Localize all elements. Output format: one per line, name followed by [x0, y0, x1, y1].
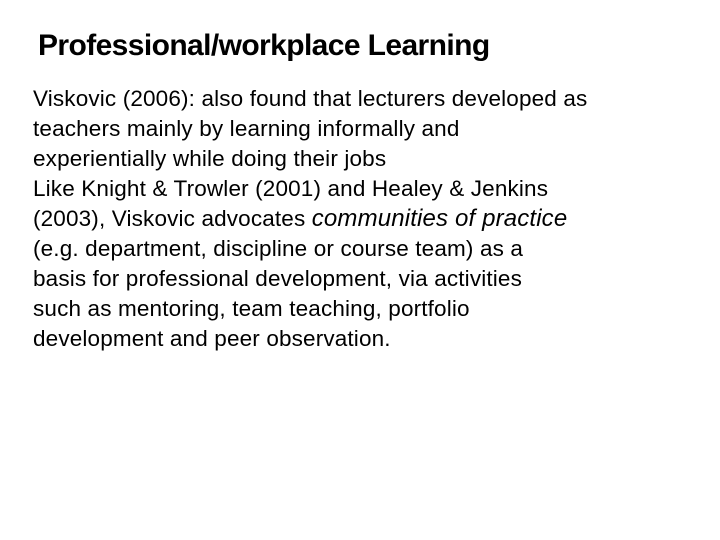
text-line: (e.g. department, discipline or course team) as a [33, 236, 524, 261]
text-line: development and peer observation. [33, 326, 391, 351]
text-line: basis for professional development, via activities [33, 266, 522, 291]
text-line: Viskovic (2006): also found that lecturers developed as [33, 86, 588, 111]
text-line: teachers mainly by learning informally and [33, 116, 460, 141]
slide-title: Professional/workplace Learning [38, 29, 490, 62]
text-line: such as mentoring, team teaching, portfolio [33, 296, 470, 321]
text-segment: (2003), Viskovic advocates [33, 206, 312, 231]
text-line-with-emphasis [33, 204, 715, 234]
text-line: experientially while doing their jobs [33, 146, 387, 171]
emphasis-communities-of-practice: communities of practice [311, 205, 568, 232]
paragraph-viskovic-2006 [33, 84, 715, 174]
slide-body [33, 84, 715, 354]
paragraph-communities-of-practice [33, 174, 715, 354]
text-line: Like Knight & Trowler (2001) and Healey & Jenkins [33, 176, 549, 201]
